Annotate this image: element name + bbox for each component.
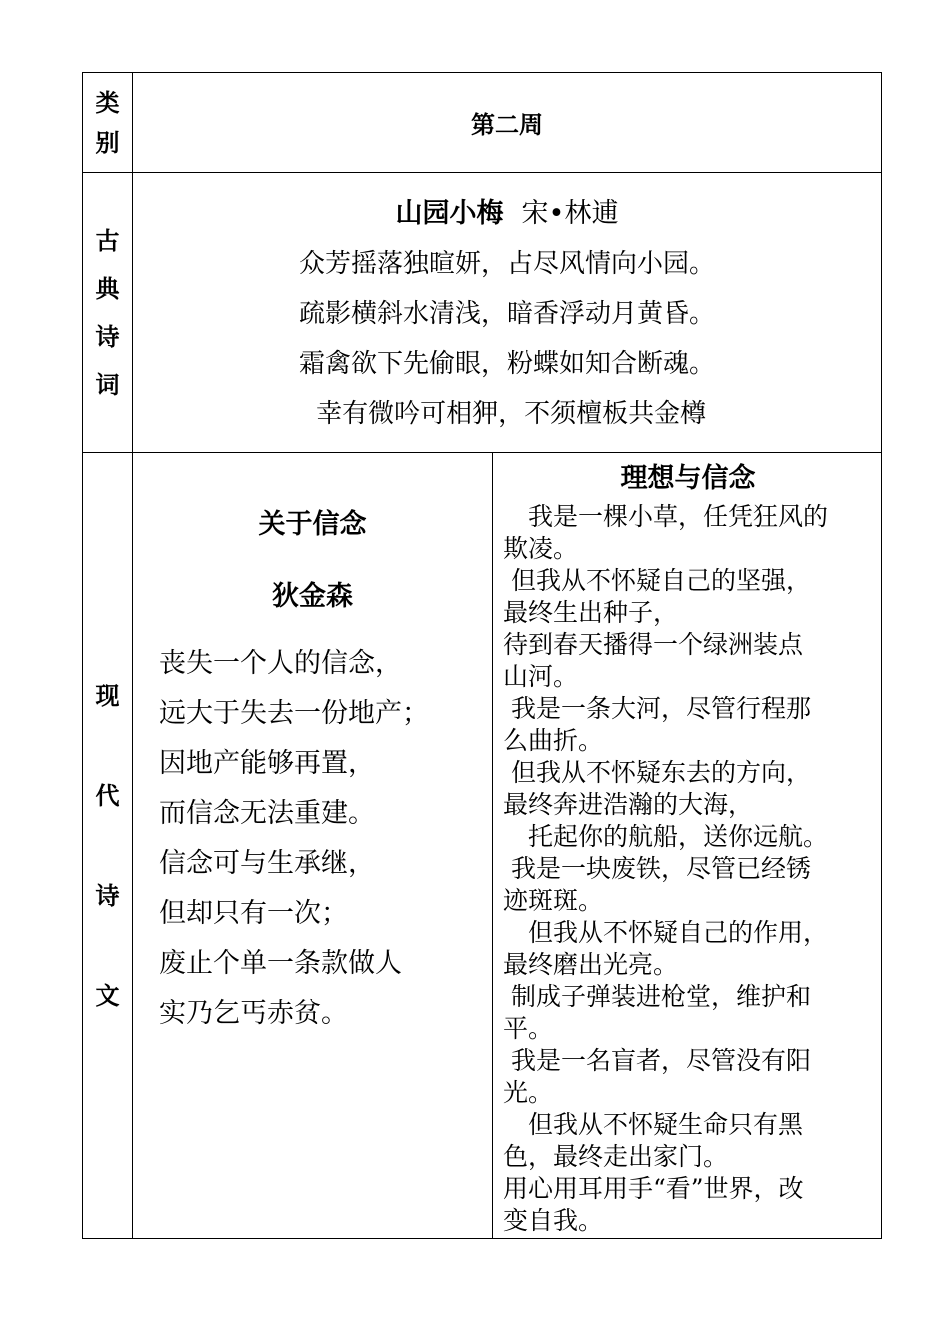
category-char: 诗 — [95, 881, 120, 910]
poetry-table — [82, 72, 882, 1239]
classical-row — [83, 173, 882, 453]
category-char: 类 — [95, 88, 120, 117]
poem-line: 但我从不怀疑自己的作用， — [503, 918, 829, 947]
classical-poem-title: 山园小梅 — [395, 197, 504, 229]
category-char: 现 — [95, 681, 120, 710]
poem-line: 众芳摇落独暄妍，占尽风情向小园。 — [298, 248, 715, 279]
poem-line: 托起你的航船，送你远航。 — [503, 822, 829, 851]
poem-line: 但却只有一次； — [159, 898, 348, 929]
classical-poem-cell — [133, 173, 882, 453]
poem-line: 迹斑斑。 — [503, 886, 604, 915]
poem-line: 霜禽欲下先偷眼，粉蝶如知合断魂。 — [298, 348, 715, 379]
poem-line: 我是一条大河，尽管行程那 — [503, 694, 811, 723]
poem-line: 而信念无法重建。 — [159, 798, 375, 829]
category-char: 代 — [95, 781, 120, 810]
poem-line: 我是一块废铁，尽管已经锈 — [503, 854, 811, 883]
poem-line: 最终奔进浩瀚的大海， — [503, 790, 754, 819]
poem-line: 但我从不怀疑东去的方向， — [503, 758, 811, 787]
poem-line: 但我从不怀疑自己的坚强， — [503, 566, 811, 595]
poem-line: 我是一名盲者，尽管没有阳 — [503, 1046, 811, 1075]
category-header-cell — [83, 73, 133, 173]
category-char: 词 — [95, 370, 120, 399]
poem-line: 色，最终走出家门。 — [503, 1142, 729, 1171]
poem-line: 变自我。 — [503, 1206, 604, 1235]
left-poem-body — [133, 639, 492, 1039]
poem-line: 山河。 — [503, 662, 579, 691]
poem-line: 光。 — [503, 1078, 554, 1107]
left-poem-author: 狄金森 — [272, 581, 353, 612]
category-char: 文 — [95, 981, 120, 1010]
right-poem-body — [503, 501, 873, 1237]
poem-line: 用心用耳用手“看”世界，改 — [503, 1174, 804, 1203]
category-char: 别 — [95, 128, 120, 157]
poem-line: 幸有微吟可相狎，不须檀板共金樽 — [307, 398, 707, 429]
poem-line: 最终磨出光亮。 — [503, 950, 679, 979]
classical-poem-author: 宋•林逋 — [521, 197, 619, 229]
poem-line: 丧失一个人的信念， — [159, 648, 402, 679]
poem-line: 平。 — [503, 1014, 554, 1043]
category-classical-cell — [83, 173, 133, 453]
modern-left-poem-cell — [133, 453, 493, 1239]
poem-line: 实乃乞丐赤贫。 — [159, 998, 348, 1029]
poem-line: 我是一棵小草，任凭狂风的 — [503, 502, 829, 531]
document-page — [82, 72, 881, 1240]
poem-line: 疏影横斜水清浅，暗香浮动月黄昏。 — [298, 298, 715, 329]
modern-right-poem-cell — [493, 453, 882, 1239]
week-title: 第二周 — [133, 73, 882, 173]
poem-line: 废止个单一条款做人 — [159, 948, 402, 979]
modern-row — [83, 453, 882, 1239]
classical-poem-heading — [133, 189, 881, 239]
category-modern-cell — [83, 453, 133, 1239]
header-row — [83, 73, 882, 173]
poem-line: 最终生出种子， — [503, 598, 679, 627]
poem-line: 么曲折。 — [503, 726, 604, 755]
poem-line: 欺凌。 — [503, 534, 579, 563]
poem-line: 信念可与生承继， — [159, 848, 375, 879]
right-poem-title: 理想与信念 — [620, 463, 756, 494]
category-char: 古 — [95, 226, 120, 255]
poem-line: 但我从不怀疑生命只有黑 — [503, 1110, 804, 1139]
poem-line: 制成子弹装进枪堂，维护和 — [503, 982, 811, 1011]
category-char: 诗 — [95, 322, 120, 351]
category-char: 典 — [95, 274, 120, 303]
poem-line: 待到春天播得一个绿洲装点 — [503, 630, 804, 659]
poem-line: 因地产能够再置， — [159, 748, 375, 779]
left-poem-title: 关于信念 — [258, 509, 367, 540]
poem-line: 远大于失去一份地产； — [159, 698, 429, 729]
